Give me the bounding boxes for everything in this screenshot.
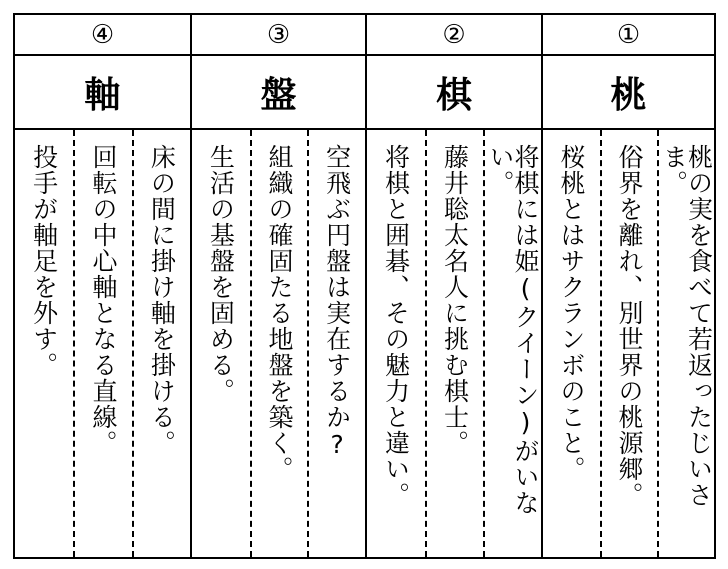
sentence-lane (543, 130, 600, 557)
kanji-column-4 (15, 15, 190, 557)
example-sentence: 将棋には姫(クイーン)がいない。 (485, 144, 540, 516)
example-sentence: 藤井聡太名人に挑む棋士。 (440, 144, 470, 456)
column-number: ① (543, 15, 714, 56)
example-sentence: 俗界を離れ、別世界の桃源郷。 (614, 144, 644, 508)
column-number: ③ (192, 15, 365, 56)
example-sentence: 空飛ぶ円盤は実在するか? (322, 144, 352, 460)
example-sentences (15, 130, 190, 557)
sentence-lane (307, 130, 365, 557)
sentence-lane (483, 130, 541, 557)
kanji-column-1 (541, 15, 714, 557)
example-sentence: 組織の確固たる地盤を築く。 (264, 144, 294, 482)
kanji-column-2 (365, 15, 541, 557)
kanji-column-3 (190, 15, 365, 557)
target-kanji: 桃 (543, 56, 714, 130)
sentence-lane (367, 130, 425, 557)
example-sentences (367, 130, 541, 557)
example-sentence: 生活の基盤を固める。 (206, 144, 236, 404)
example-sentence: 桜桃とはサクランボのこと。 (557, 144, 586, 482)
sentence-lane (250, 130, 308, 557)
example-sentence: 将棋と囲碁、その魅力と違い。 (381, 144, 411, 508)
example-sentence: 床の間に掛け軸を掛ける。 (147, 144, 177, 456)
column-number: ④ (15, 15, 190, 56)
example-sentence: 桃の実を食べて若返ったじいさま。 (659, 144, 714, 508)
example-sentence: 投手が軸足を外す。 (29, 144, 59, 378)
target-kanji: 棋 (367, 56, 541, 130)
sentence-lane (132, 130, 190, 557)
sentence-lane (657, 130, 714, 557)
kanji-practice-sheet (13, 13, 716, 559)
example-sentences (543, 130, 714, 557)
sentence-lane (15, 130, 73, 557)
sentence-lane (73, 130, 131, 557)
target-kanji: 軸 (15, 56, 190, 130)
example-sentences (192, 130, 365, 557)
sentence-lane (425, 130, 483, 557)
target-kanji: 盤 (192, 56, 365, 130)
sentence-lane (192, 130, 250, 557)
example-sentence: 回転の中心軸となる直線。 (89, 144, 118, 456)
sentence-lane (600, 130, 657, 557)
column-number: ② (367, 15, 541, 56)
